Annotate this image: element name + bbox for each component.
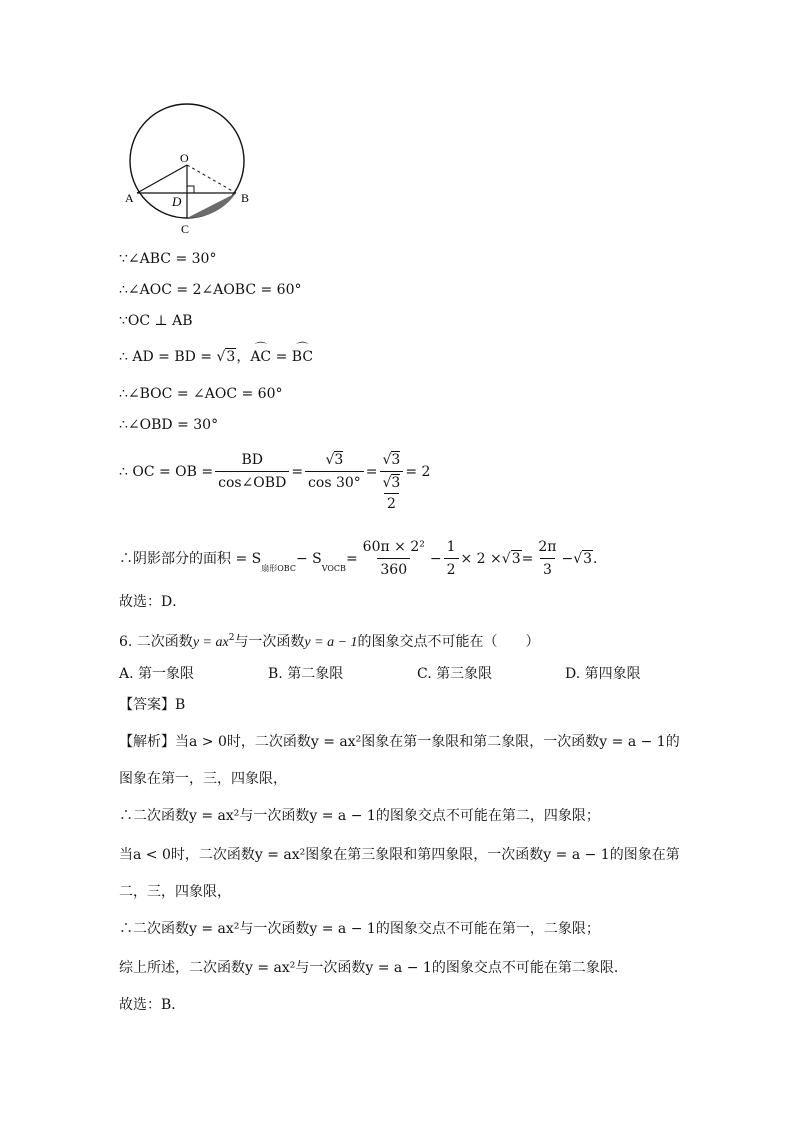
proof-line-3: ∵OC ⊥ AB — [119, 313, 193, 329]
choice-a[interactable]: A. 第一象限 — [119, 666, 195, 682]
conclusion-d: 故选：D． — [119, 594, 187, 610]
proof-line-5: ∴∠BOC = ∠AOC = 60° — [119, 386, 283, 402]
proof-line-8: ∴阴影部分的面积 = S 扇形OBC − S VOCB = $\frac{\text{60π × 2²}}{360}$ − $\frac{1}{2}$ × 2 × √3 = $\frac{2\pi}{3}$ − √3 ． — [119, 539, 608, 578]
circle-figure — [0, 0, 794, 260]
right-angle-mark — [187, 186, 194, 193]
segment-OA — [137, 165, 187, 193]
choice-b[interactable]: B. 第二象限 — [268, 666, 344, 682]
analysis-line-4: 当a < 0时，二次函数y = ax²图象在第三象限和第四象限，一次函数y = a − 1的图象在第 — [119, 847, 680, 863]
analysis-line-3: ∴二次函数y = ax²与一次函数y = a − 1的图象交点不可能在第二，四象限； — [119, 808, 600, 824]
analysis-line-6: ∴二次函数y = ax²与一次函数y = a − 1的图象交点不可能在第一，二象限； — [119, 921, 600, 937]
analysis-line-5: 二，三，四象限， — [119, 884, 231, 900]
fraction-complex: √3 √3 2 — [380, 450, 404, 514]
question-6-stem: 6. 二次函数$y = ax^2$与一次函数y = a − 1的图象交点不可能在（ ） — [119, 633, 540, 650]
shaded-segment — [187, 193, 236, 218]
fraction-sqrt3-cos30: $\frac{√3}{\cos 30^\circ}$ — [305, 450, 364, 493]
arc-BC: ⌒ BC — [292, 347, 313, 367]
label-O: O — [180, 151, 189, 165]
proof-line-7: ∴ OC = OB = $\frac{BD}{\text{cos∠OBD}}$ = $\frac{√3}{\cos 30^\circ}$ = √3 √3 2 = 2 — [119, 452, 431, 512]
analysis-line-1: 【解析】当a > 0时，二次函数y = ax²图象在第一象限和第二象限，一次函数y = a − 1的 — [119, 734, 680, 750]
label-A: A — [125, 191, 134, 205]
l4-a: ∴ AD = BD = — [119, 349, 217, 365]
choice-d[interactable]: D. 第四象限 — [565, 666, 641, 682]
proof-line-6: ∴∠OBD = 30° — [119, 417, 219, 433]
arc-AC: ⌒ AC — [250, 347, 271, 367]
fraction-2pi-3: $\frac{2\pi}{3}$ — [538, 539, 557, 578]
fraction-sector-area: $\frac{\text{60π × 2²}}{360}$ — [362, 539, 425, 578]
sqrt-3: √3 — [216, 349, 236, 365]
label-D: D — [172, 194, 182, 209]
label-B: B — [241, 191, 250, 205]
answer-label: 【答案】B — [119, 697, 186, 713]
proof-line-4: ∴ AD = BD = √3，⌒ AC = ⌒ BC — [119, 347, 313, 367]
analysis-line-2: 图象在第一，三，四象限， — [119, 771, 287, 787]
final-answer: 故选：B． — [119, 997, 186, 1013]
proof-line-2: ∴∠AOC = 2∠AOBC = 60° — [119, 282, 302, 298]
fraction-bd-cos: $\frac{BD}{\text{cos∠OBD}}$ — [215, 450, 289, 493]
analysis-line-7: 综上所述，二次函数y = ax²与一次函数y = a − 1的图象交点不可能在第二象限． — [119, 960, 628, 976]
label-C: C — [181, 222, 190, 236]
choice-c[interactable]: C. 第三象限 — [417, 666, 493, 682]
fraction-half: $\frac{1}{2}$ — [444, 537, 459, 580]
proof-line-1: ∵∠ABC = 30° — [119, 251, 217, 267]
